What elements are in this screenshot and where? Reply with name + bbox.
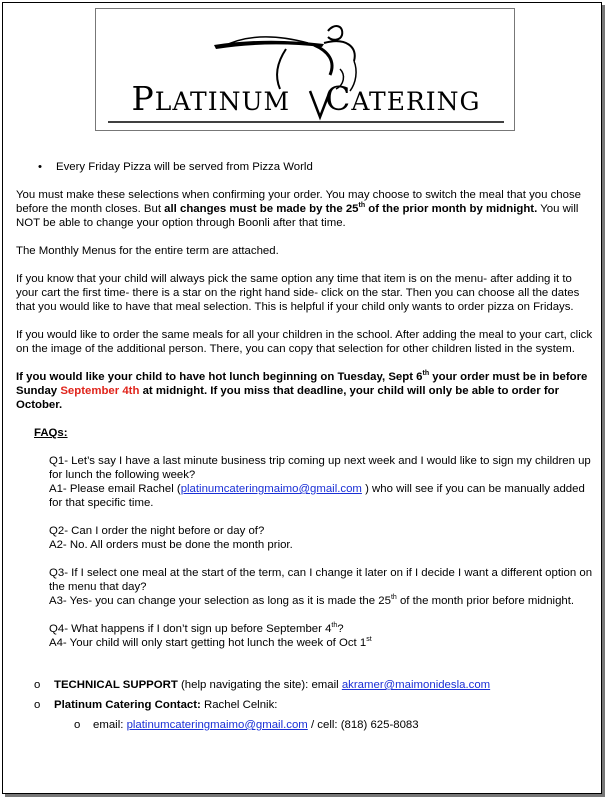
logo-box xyxy=(95,8,515,131)
circle-bullet-icon: o xyxy=(34,679,41,691)
document-body xyxy=(16,160,594,732)
rachel-email-link[interactable]: platinumcateringmaimo@gmail.com xyxy=(180,483,362,495)
contact-item: o Platinum Catering Contact: Rachel Celnik: xyxy=(34,699,278,711)
paragraph-copy: If you would like to order the same meals for all your children in the school. After adding the meal to your cart, click on the image of the additional person. There, you can copy that selection for other children listed in the system. xyxy=(16,329,593,355)
paragraph-selections: You must make these selections when confirming your order. You may choose to switch the meal that you chose before the month closes. But all changes must be made by the 25th of the prior month by midnight. You will NOT be able to change your option through Boonli after that time. xyxy=(16,189,581,229)
faq-q3: Q3- If I select one meal at the start of the term, can I change it later on if I decide I want a different option on the menu that day? xyxy=(49,567,593,593)
catering-email-link[interactable]: platinumcateringmaimo@gmail.com xyxy=(126,719,308,731)
circle-bullet-icon: o xyxy=(74,719,81,731)
support-item: o TECHNICAL SUPPORT (help navigating the site): email akramer@maimonidesla.com xyxy=(34,679,491,691)
faq-q4: Q4- What happens if I don’t sign up before September 4th? xyxy=(49,622,344,635)
faqs-heading: FAQs: xyxy=(34,427,68,439)
paragraph-deadline: If you would like your child to have hot lunch beginning on Tuesday, Sept 6th your order must be in before Sunday September 4th at midnight. If you miss that deadline, your child will only be able to order for October. xyxy=(16,370,588,411)
circle-bullet-icon: o xyxy=(34,699,41,711)
faq-a2: A2- No. All orders must be done the month prior. xyxy=(49,539,293,551)
paragraph-star: If you know that your child will always pick the same option any time that item is on the menu- after adding it to your cart the first time- there is a star on the right hand side- click on the star. Then you can choose all the dates that you would like to have that meal selection. This is helpful if your child only wants to order pizza on Fridays. xyxy=(16,273,580,313)
support-email-link[interactable]: akramer@maimonidesla.com xyxy=(341,679,491,691)
deadline-date: September 4th xyxy=(60,385,140,397)
logo-wordmark: PLATINUM CATERING xyxy=(131,79,481,118)
faq-list xyxy=(49,454,594,650)
paragraph-menus: The Monthly Menus for the entire term are attached. xyxy=(16,245,279,257)
faq-a4: A4- Your child will only start getting hot lunch the week of Oct 1st xyxy=(49,636,372,649)
contact-email-item: o email: platinumcateringmaimo@gmail.com / cell: (818) 625-8083 xyxy=(74,719,419,731)
faq-q1: Q1- Let’s say I have a last minute business trip coming up next week and I would like to sign my children up for lunch the following week? xyxy=(49,455,591,481)
faq-a3: A3- Yes- you can change your selection as long as it is made the 25th of the month prior before midnight. xyxy=(49,594,575,607)
pizza-bullet: • Every Friday Pizza will be served from Pizza World xyxy=(38,161,313,173)
faq-a1: A1- Please email Rachel (platinumcateringmaimo@gmail.com ) who will see if you can be manually added for that specific time. xyxy=(49,483,585,509)
bullet-dot-icon: • xyxy=(38,161,42,173)
faq-q2: Q2- Can I order the night before or day of? xyxy=(49,525,265,537)
